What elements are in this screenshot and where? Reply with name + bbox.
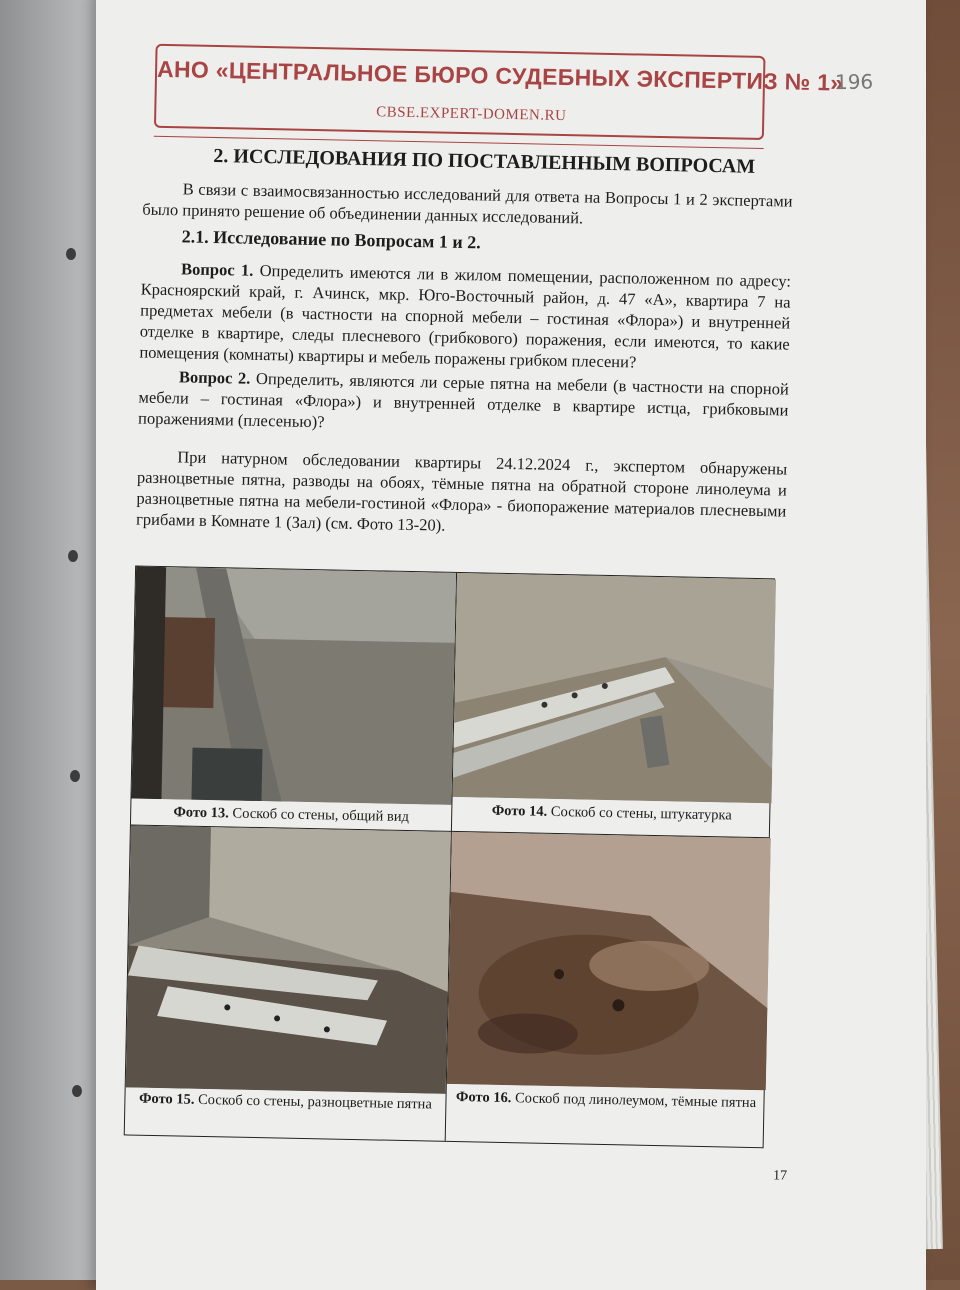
section-title: 2. ИССЛЕДОВАНИЯ ПО ПОСТАВЛЕННЫМ ВОПРОСАМ	[213, 144, 756, 178]
photo-15-image	[126, 825, 451, 1093]
photo-16-caption	[446, 1088, 765, 1112]
question-1-text: Определить имеются ли в жилом помещении, расположенном по адресу: Красноярский край, г. Ачинск, мкр. Юго-Восточный район, д. 47 «А», квартира 7 на предметах мебели (в частности на спорной мебели – гостиная «Флора») и внутренней отделке в квартире, следы плесневого (грибкового) поражения, если имеются, то какие помещения (комнаты) квартиры и мебель поражены грибком плесени?	[139, 260, 792, 372]
photo-16-image	[447, 832, 771, 1090]
photo-15-label: Фото 15.	[138, 1090, 195, 1108]
photo-15-caption	[125, 1089, 445, 1113]
page-content	[92, 25, 874, 1239]
photo-13-caption	[131, 802, 451, 826]
photo-16-caption-text: Соскоб под линолеумом, тёмные пятна	[511, 1090, 757, 1112]
photo-15-caption-text: Соскоб со стены, разноцветные пятна	[194, 1091, 432, 1113]
photo-14-image	[453, 573, 776, 803]
question-2-text: Определить, являются ли серые пятна на мебели (в частности на спорной мебели – гостиная «Флора») и внутренней отделке в квартире истца, грибковыми поражениями (плесенью)?	[137, 368, 790, 432]
question-1-paragraph	[139, 258, 791, 376]
photo-13-caption-text: Соскоб со стены, общий вид	[228, 805, 410, 826]
question-1-label: Вопрос 1.	[180, 259, 254, 280]
document-page	[96, 0, 926, 1290]
letterhead-website: CBSE.EXPERT-DOMEN.RU	[366, 104, 576, 125]
photo-cell-16	[446, 832, 771, 1149]
binder-hole	[66, 248, 76, 260]
question-2-paragraph	[138, 366, 789, 442]
photo-13-label: Фото 13.	[173, 804, 230, 822]
page-number: 17	[772, 1168, 788, 1184]
photo-cell-15	[125, 825, 451, 1142]
photo-16-label: Фото 16.	[455, 1089, 512, 1107]
photo-13-image	[131, 567, 456, 805]
letterhead-title: АНО «ЦЕНТРАЛЬНОЕ БЮРО СУДЕБНЫХ ЭКСПЕРТИЗ № 1»	[156, 55, 844, 96]
intro-paragraph: В связи с взаимосвязанностью исследований для ответа на Вопросы 1 и 2 экспертами было принято решение об объединении данных исследований.	[142, 179, 793, 228]
photo-table	[124, 565, 775, 1148]
photo-14-caption-text: Соскоб со стены, штукатурка	[547, 803, 732, 824]
subsection-title: 2.1. Исследование по Вопросам 1 и 2.	[181, 226, 481, 253]
photo-14-caption	[452, 801, 771, 825]
photo-cell-13	[131, 567, 456, 831]
photo-14-label: Фото 14.	[491, 802, 548, 820]
binder-hole	[68, 550, 78, 562]
findings-paragraph: При натурном обследовании квартиры 24.12.2024 г., экспертом обнаружены разноцветные пятна, разводы на обоях, тёмные пятна на обратной стороне линолеума и разноцветные пятна на мебели-гостиной «Флора» - биопоражение материалов плесневыми грибами в Комнате 1 (Зал) (см. Фото 13-20).	[135, 447, 788, 535]
question-2-label: Вопрос 2.	[178, 367, 251, 388]
binder-hole	[70, 770, 80, 782]
letterhead-frame	[154, 44, 844, 140]
binder-hole	[72, 1085, 82, 1097]
handwritten-sheet-number: 196	[834, 69, 874, 95]
photo-cell-14	[452, 573, 776, 837]
